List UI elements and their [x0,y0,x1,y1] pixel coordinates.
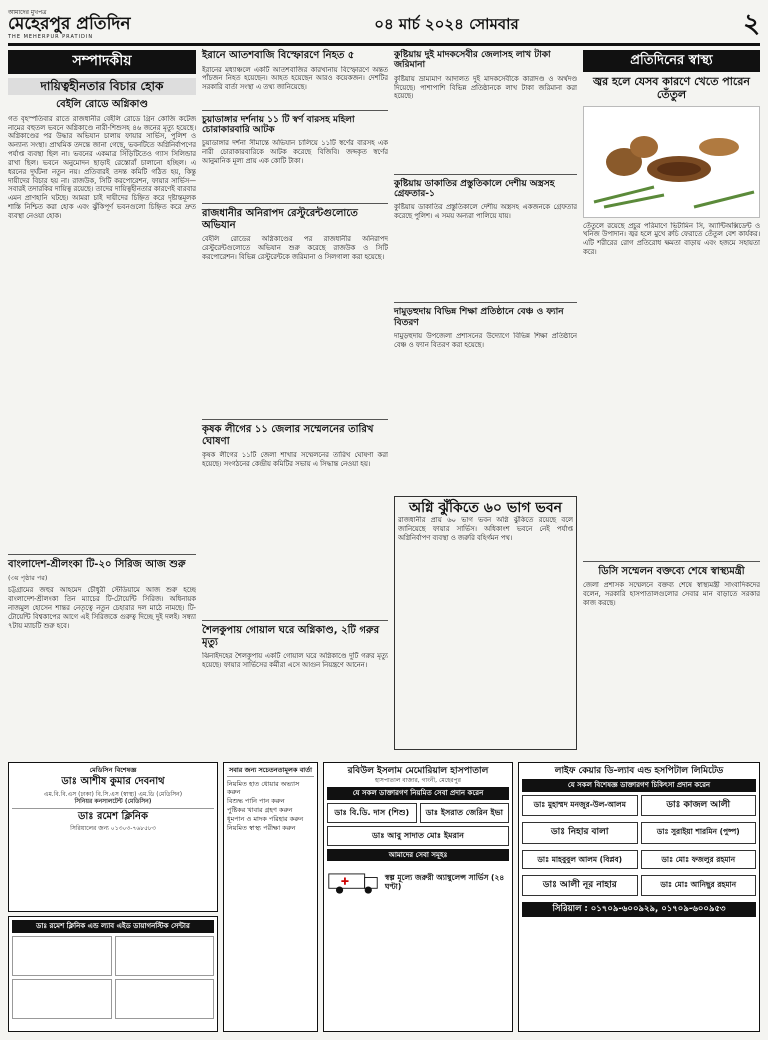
ambulance-icon [327,867,381,897]
ad3-doctor-box [420,803,510,823]
body-bench-distribution: দামুড়হুদায় উপজেলা প্রশাসনের উদ্যোগে বিভিন্ন শিক্ষা প্রতিষ্ঠানে বেঞ্চ ও ফ্যান বিতরণ করা হয়েছে। [394,332,577,349]
ad1-doctor: ডাঃ আশীষ কুমার দেবনাথ [61,776,165,788]
ad3-doctor: ডাঃ ইসরাত জেরিন ইভা [425,807,503,817]
ad4-doctor-grid [522,792,756,896]
newspaper-name: মেহেরপুর প্রতিদিন [8,14,131,35]
ad3-doctor: ডাঃ বি.ডি. দাস (শিশু) [334,807,410,817]
ad3-doctor-box [327,803,417,823]
ad4-doctor: ডাঃ কাজল আলী [666,800,731,810]
ad1-clinic: ডাঃ রমেশ ক্লিনিক [77,810,149,822]
ad2-item: ধূমপান ও মাদক পরিহার করুন [227,815,304,824]
advertisement-section [8,762,760,1032]
ad2-item: বিশুদ্ধ পানি পান করুন [227,796,285,805]
headline-fire-risk: অগ্নি ঝুঁকিতে ৬০ ভাগ ভবন [408,500,562,517]
ad4-doctor-box [641,822,757,843]
divider [394,174,577,175]
ad1-serial: সিরিয়ালের জন্য ০১৩০৩-৭৬৮৫৮৩ [70,825,156,833]
divider [202,203,388,204]
health-headline: জ্বর হলে যেসব কারণে খেতে পারেন তেঁতুল [593,75,750,101]
fire-risk-box [394,496,577,750]
ad4-doctor-box [522,850,638,869]
body-gold-arrest: চুয়াডাঙ্গার দর্শনা সীমান্তে অভিযান চালিয়ে ১১টি স্বর্ণের বারসহ এক নারী চোরাকারবারিকে আটক করেছে বিজিবি। জব্দকৃত স্বর্ণের আনুমানিক মূল্য প্রায় এক কোটি টাকা। [202,139,388,165]
ad1-title: মেডিসিন বিশেষজ্ঞ [89,766,137,774]
ad3-doctor: ডাঃ আবু সাদাত মোঃ ইমরান [372,830,464,840]
ad3-ambulance-text: স্বল্প মূল্যে জরুরী অ্যাম্বুলেন্স সার্ভিস (২৪ ঘণ্টা) [384,872,505,892]
ad-robiul-hospital [323,762,513,1032]
ads-left-stack [8,762,218,1032]
ad3-doctor-box [327,826,509,846]
divider [12,808,214,809]
editorial-column [8,50,196,756]
body-dc-conference: জেলা প্রশাসক সম্মেলনে বক্তব্য শেষে স্বাস্থ্যমন্ত্রী সাংবাদিকদের বলেন, সরকারি হাসপাতালগুলোর সেবার মান বাড়াতে সরকার কাজ করছে। [583,581,760,607]
body-krishak-league: কৃষক লীগের ১১টি জেলা শাখার সম্মেলনের তারিখ ঘোষণা করা হয়েছে। সংগঠনের কেন্দ্রীয় কমিটির সভায় এ সিদ্ধান্ত নেওয়া হয়। [202,451,388,469]
divider [202,620,388,621]
ad4-doctor: ডাঃ নিহার বালা [551,827,609,838]
ad3-ambulance [327,867,509,897]
ad5-cell [12,979,112,1019]
headline-kushtia-robbery: কুষ্টিয়ায় ডাকাতির প্রস্তুতিকালে দেশীয় অস্ত্রসহ গ্রেফতার-১ [394,178,555,200]
editorial-banner: সম্পাদকীয় [8,50,196,74]
health-banner: প্রতিদিনের স্বাস্থ্য [583,50,760,72]
ad4-doctor-box [522,795,638,816]
ad1-degree: এম.বি.বি.এস (ঢাকা) বি.সি.এস (স্বাস্থ্য) এম.ডি (মেডিসিন) [43,790,183,798]
ad4-doctor-box [641,850,757,869]
divider [202,419,388,420]
ad4-serial: সিরিয়াল : ০১৭০৯-৬০০৯২৯, ০১৭০৯-৬০০৯৫৩ [522,902,756,917]
ad1-position: সিনিয়র কনসালটেন্ট (মেডিসিন) [74,798,152,806]
ad4-doctor-box [522,875,638,896]
sports-cont: (৩য় পৃষ্ঠার পর) [8,574,48,583]
issue-date: ০৪ মার্চ ২০২৪ সোমবার [374,15,519,34]
masthead [8,6,760,46]
sports-headline: বাংলাদেশ-শ্রীলংকা টি-২০ সিরিজ আজ শুরু [8,558,186,570]
ad4-doctor: ডাঃ মাহবুবুল আলম (বিপ্লব) [537,854,623,864]
content-grid [8,50,760,756]
ad4-bar: যে সকল বিশেষজ্ঞ ডাক্তারগণ চিকিৎসা প্রদান করেন [522,779,756,792]
ad3-services-title: আমাদের সেবা সমূহঃ [327,849,509,862]
headline-dc-conference: ডিসি সম্মেলন বক্তব্যে শেষে স্বাস্থ্যমন্ত্রী [598,565,745,577]
health-column [583,50,760,756]
editorial-title: দায়িত্বহীনতার বিচার হোক [8,78,196,96]
ad-ramesh-clinic [8,916,218,1032]
ad-medicine-specialist [8,762,218,912]
ad3-bar: যে সকল ডাক্তারগণ নিয়মিত সেবা প্রদান করেন [327,787,509,800]
divider [202,110,388,111]
ad5-cell [115,936,215,976]
editorial-body: গত বৃহস্পতিবার রাতে রাজধানীর বেইলি রোডে গ্রিন কোজি কটেজ নামের বহুতল ভবনে অগ্নিকাণ্ডে নারী-শিশুসহ ৪৬ জনের মৃত্যু হয়েছে। অগ্নিকাণ্ডের পর উদ্ধার অভিযান চালায় ফায়ার সার্ভিস, পুলিশ ও অন্যান্য সংস্থা। প্রাথমিক তদন্তে জানা গেছে, ভবনটিতে অগ্নিনির্বাপণের পর্যাপ্ত ব্যবস্থা ছিল না। ভবনের একমাত্র সিঁড়িটিতেও গ্যাস সিলিন্ডার রাখা ছিল। ভবনে অনুমোদন ছাড়াই রেস্তোরাঁ চালানো হচ্ছিল। এ ধরনের দুর্ঘটনা নতুন নয়। প্রতিবারই তদন্ত কমিটি গঠিত হয়, কিন্তু দায়ীদের বিচার হয় না। রাজউক, সিটি করপোরেশন, ফায়ার সার্ভিস—সবারই তদারকির দায়িত্ব রয়েছে। তাদের দায়িত্বহীনতার কারণেই বারবার এমন প্রাণহানি ঘটছে। আমরা চাই দায়ীদের চিহ্নিত করে দৃষ্টান্তমূলক শাস্তি নিশ্চিত করা হোক এবং ঝুঁকিপূর্ণ ভবনগুলো চিহ্নিত করে দ্রুত ব্যবস্থা নেওয়া হোক। [8,114,196,220]
ad2-list [227,779,314,833]
divider [227,776,314,777]
headline-gold-arrest: চুয়াডাঙ্গার দর্শনায় ১১ টি স্বর্ণ বারসহ মহিলা চোরাকারবারি আটক [202,114,355,135]
ad4-doctor-box [641,875,757,896]
health-body: তেঁতুলে রয়েছে প্রচুর পরিমাণে ভিটামিন সি, অ্যান্টিঅক্সিডেন্ট ও খনিজ উপাদান। জ্বর হলে মুখে রুচি ফেরাতে তেঁতুল বেশ কার্যকর। এটি শরীরের রোগ প্রতিরোধ ক্ষমতা বাড়ায় এবং হজমে সহায়তা করে। [583,221,760,257]
tamarind-image [583,106,760,218]
ad4-doctor: ডাঃ মোঃ ফজলুর রহমান [661,854,736,864]
body-kushtia-robbery: কুষ্টিয়ায় ডাকাতির প্রস্তুতিকালে দেশীয় অস্ত্রসহ একজনকে গ্রেফতার করেছে পুলিশ। এ সময় অন্যরা পালিয়ে যায়। [394,203,577,221]
news-column-2 [202,50,388,756]
ad5-doctor-grid [12,936,214,1019]
ad4-doctor: ডাঃ আলী নূর নাহার [542,879,617,890]
body-restaurant-drive: বেইলি রোডের অগ্নিকাণ্ডের পর রাজধানীর অনিরাপদ রেস্টুরেন্টগুলোতে অভিযান শুরু করেছে রাজউক ও সিটি করপোরেশন। বিভিন্ন রেস্টুরেন্টকে জরিমানা ও সিলগালা করা হয়েছে। [202,235,388,261]
headline-kushtia-fine: কুষ্টিয়ায় দুই মাদকসেবীর জেলাসহ লাখ টাকা জরিমানা [394,50,551,71]
ad2-item: নিয়মিত হাত ধোয়ার অভ্যাস করুন [227,779,300,796]
divider [394,302,577,303]
editorial-subtitle: বেইলি রোডে অগ্নিকাণ্ড [56,99,148,111]
ad-awareness-message [223,762,318,1032]
ad2-item: নিয়মিত স্বাস্থ্য পরীক্ষা করুন [227,824,296,833]
divider [583,561,760,562]
ad5-title: ডাঃ রমেশ ক্লিনিক এন্ড ল্যাব এইড ডায়াগনস্টিক সেন্টার [12,920,214,933]
ad5-cell [12,936,112,976]
newspaper-name-en: THE MEHERPUR PRATIDIN [8,34,94,41]
ad3-doctor-grid [327,800,509,823]
divider [8,554,196,555]
body-fire-risk: রাজধানীর প্রায় ৬০ ভাগ ভবন অগ্নি ঝুঁকিতে রয়েছে বলে জানিয়েছে ফায়ার সার্ভিস। অধিকাংশ ভবনে নেই পর্যাপ্ত অগ্নিনির্বাপণ ব্যবস্থা ও জরুরি বহির্গমন পথ। [398,516,573,542]
ad2-title: সবার জন্য সচেতনতামূলক বার্তা [229,766,312,774]
body-kushtia-fine: কুষ্টিয়ায় ভ্রাম্যমাণ আদালত দুই মাদকসেবীকে কারাদণ্ড ও অর্থদণ্ড দিয়েছে। পাশাপাশি বিভিন্ন প্রতিষ্ঠানকে লাখ টাকা জরিমানা করা হয়েছে। [394,74,577,101]
masthead-tagline: আমাদের মুখপত্র [8,8,47,16]
ad4-doctor-box [641,795,757,816]
ad4-doctor: ডাঃ মোঃ আনিছুর রহমান [660,879,737,889]
ad5-cell [115,979,215,1019]
tamarind-illustration [584,107,759,217]
headline-bench-distribution: দামুড়হুদায় বিভিন্ন শিক্ষা প্রতিষ্ঠানে বেঞ্চ ও ফ্যান বিতরণ [394,307,564,328]
ad4-doctor: ডাঃ মুহাম্মদ মনজুর-উল-আলম [533,800,626,809]
ad4-doctor: ডাঃ সুরাইয়া শারমিন (পুষ্প) [656,827,740,837]
headline-krishak-league: কৃষক লীগের ১১ জেলার সম্মেলনের তারিখ ঘোষণা [202,424,374,447]
ad-lifecare-hospital [518,762,760,1032]
masthead-logo [8,9,183,41]
headline-shoilkupa-fire: শৈলকুপায় গোয়াল ঘরে অগ্নিকাণ্ড, ২টি গরুর মৃত্যু [202,625,380,648]
ad3-title: রবিউল ইসলাম মেমোরিয়াল হাসপাতাল [347,766,489,776]
news-column-3 [394,50,577,756]
ad4-title: লাইফ কেয়ার ডি-ল্যাব এন্ড হসপিটাল লিমিটেড [554,766,724,776]
body-shoilkupa-fire: ঝিনাইদহের শৈলকুপায় একটি গোয়াল ঘরে অগ্নিকাণ্ডে দুটি গরুর মৃত্যু হয়েছে। ফায়ার সার্ভিসের কর্মীরা এসে আগুন নিয়ন্ত্রণে আনেন। [202,652,388,670]
headline-restaurant-drive: রাজধানীর অনিরাপদ রেস্টুরেন্টগুলোতে অভিযান [202,208,358,231]
ad3-address: হাসপাতাল বাজার, গাংনী, মেহেরপুর [375,777,461,785]
ad4-doctor-box [522,822,638,843]
headline-iran-blast: ইরানে আতশবাজি বিস্ফোরণে নিহত ৫ [202,50,355,61]
page-number: ২ [743,9,760,40]
sports-body: চট্টগ্রামের জহুর আহমেদ চৌধুরী স্টেডিয়ামে আজ শুরু হচ্ছে বাংলাদেশ-শ্রীলংকা তিন ম্যাচের টি-টোয়েন্টি সিরিজ। অধিনায়ক নাজমুল হোসেন শান্তর নেতৃত্বে নতুন চেহারার দল মাঠে নামছে। টি-টোয়েন্টি বিশ্বকাপের আগে এই সিরিজকে গুরুত্ব দিচ্ছে দুই দলই। সন্ধ্যা ৭টায় ম্যাচটি শুরু হবে। [8,586,196,630]
ad2-item: পুষ্টিকর খাবার গ্রহণ করুন [227,806,293,814]
body-iran-blast: ইরানের মধ্যাঞ্চলে একটি আতশবাজির কারখানায় বিস্ফোরণে অন্তত পাঁচজন নিহত হয়েছেন। আহত হয়েছেন আরও কয়েকজন। দেশটির সরকারি বার্তা সংস্থা এ তথ্য জানিয়েছে। [202,65,388,92]
